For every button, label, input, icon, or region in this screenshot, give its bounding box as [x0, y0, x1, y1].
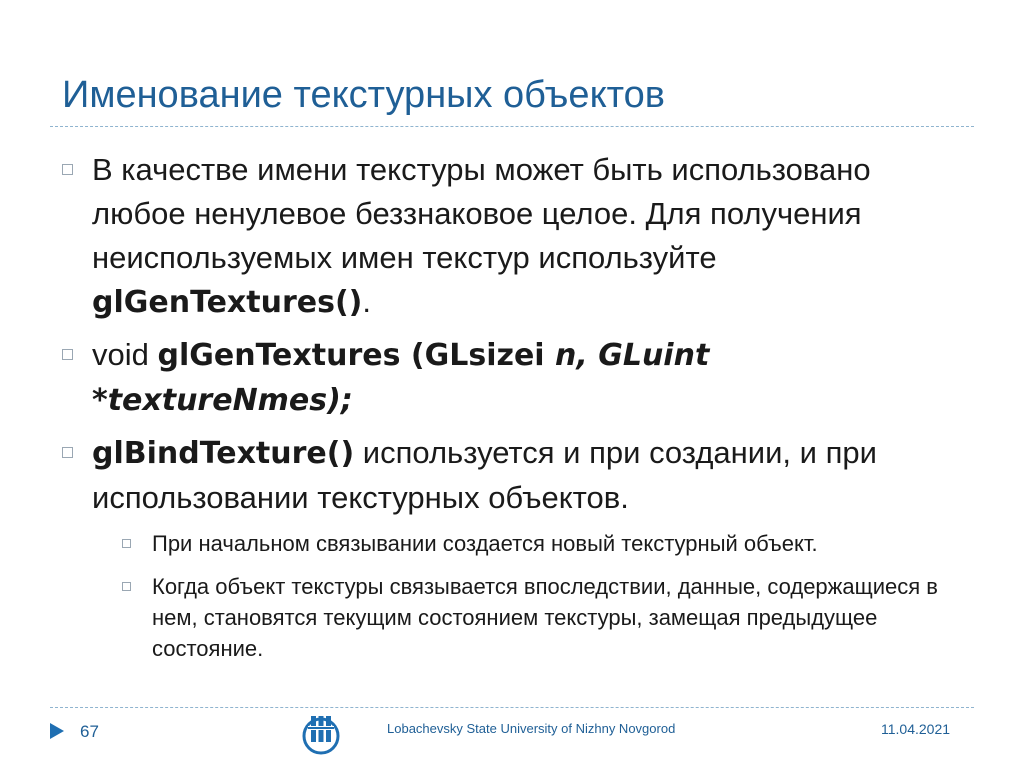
slide-body	[62, 148, 962, 664]
bullet-text	[92, 333, 962, 423]
slide-date: 11.04.2021	[881, 721, 951, 737]
university-name: Lobachevsky State University of Nizhny Novgorod	[387, 721, 676, 736]
bullet-1-text: В качестве имени текстуры может быть использовано любое ненулевое беззнаковое целое. Для получения неиспользуемых имен текстур используйте	[92, 152, 871, 275]
sub-bullet-text: Когда объект текстуры связывается впоследствии, данные, содержащиеся в нем, становятся текущим состоянием текстуры, замещая предыдущее состояние.	[152, 574, 938, 661]
square-bullet-icon	[122, 582, 131, 591]
sub-bullet-text: При начальном связывании создается новый текстурный объект.	[152, 531, 818, 556]
university-logo	[300, 712, 342, 756]
bullet-item-2	[62, 333, 962, 423]
sub-bullet-2	[122, 571, 962, 664]
bullet-item-3	[62, 431, 962, 520]
function-signature: glGenTextures (GLsizei n, GLuint *textureNmes);	[92, 338, 710, 418]
page-number: 67	[80, 722, 99, 741]
bullet-1-tail: .	[362, 284, 372, 319]
code-glgentextures: glGenTextures()	[92, 285, 363, 320]
code-glbindtexture: glBindTexture()	[92, 436, 355, 471]
square-bullet-icon	[62, 164, 73, 175]
slide-title: Именование текстурных объектов	[62, 74, 665, 116]
footer-divider	[50, 707, 974, 708]
void-keyword: void	[92, 337, 158, 372]
bullet-3-text: используется и при создании, и при использовании текстурных объектов.	[92, 435, 877, 515]
title-divider	[50, 126, 974, 127]
square-bullet-icon	[62, 349, 73, 360]
bullet-text	[92, 431, 962, 520]
square-bullet-icon	[122, 539, 131, 548]
play-arrow-icon[interactable]	[50, 723, 64, 739]
bullet-item-1	[62, 148, 962, 325]
sub-bullet-1	[122, 528, 962, 559]
bullet-text	[92, 148, 962, 325]
square-bullet-icon	[62, 447, 73, 458]
